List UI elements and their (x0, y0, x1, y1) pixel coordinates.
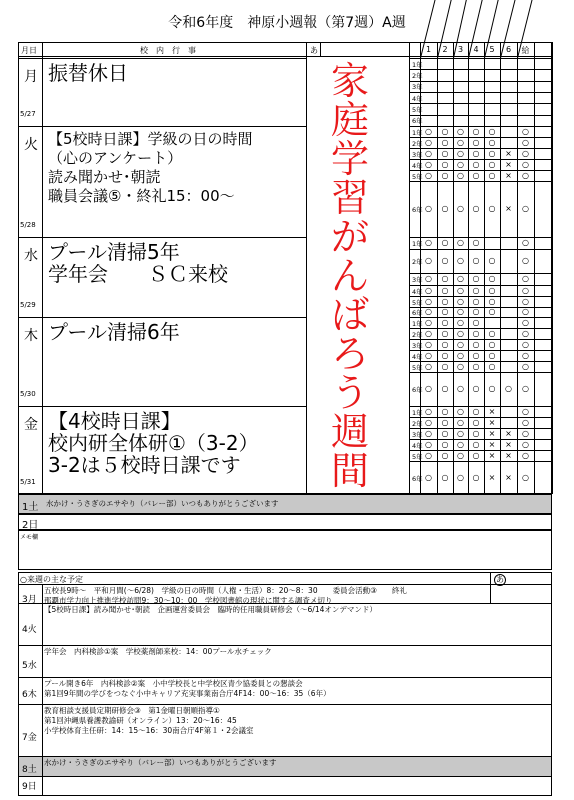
lunch-mark: ○ (472, 439, 480, 449)
lunch-mark: ○ (472, 350, 480, 360)
next-week-mark-col-line (490, 572, 491, 604)
banner-char: が (330, 215, 369, 259)
lunch-mark: × (488, 439, 496, 449)
memo-label: メモ欄 (20, 534, 39, 541)
lunch-mark: ○ (425, 126, 432, 136)
lunch-mark: ○ (472, 126, 480, 136)
lunch-mark: ○ (472, 285, 480, 295)
lunch-mark: ○ (472, 238, 480, 247)
grade-col-header: 3 (457, 45, 464, 54)
next-week-line: 那覇市学力向上推進学校訪問9：30〜10：00 学校図書館の現状に関する調査メ切り (44, 596, 333, 605)
lunch-mark: ○ (457, 256, 464, 265)
next-week-line: 第1回9年間の学びをつなぐ小中キャリア充実事業南合庁4F14：00〜16：35（6年） (44, 689, 331, 698)
lunch-mark: ○ (441, 204, 449, 213)
grade-col-header: 給 (521, 46, 530, 55)
event-line: 職員会議⑤・終礼15：00〜 (48, 187, 235, 205)
events-col-line (306, 42, 307, 494)
day-date: 5/27 (20, 110, 36, 118)
lunch-mark: ○ (425, 406, 432, 416)
lunch-mark: ○ (425, 350, 432, 360)
lunch-mark: ○ (488, 126, 496, 136)
lunch-mark: × (488, 450, 496, 460)
date-col-line (42, 42, 43, 494)
lunch-mark: ○ (522, 384, 529, 393)
lunch-mark: × (505, 170, 512, 180)
lunch-mark: × (488, 428, 496, 438)
grade-label: 4年 (412, 94, 423, 103)
lunch-mark: ○ (441, 328, 449, 338)
lunch-mark: ○ (472, 148, 480, 158)
memo-area (18, 530, 552, 570)
header-row-line (18, 56, 552, 57)
lunch-mark: ○ (441, 406, 449, 416)
grade-label: 5年 (412, 106, 423, 114)
lunch-mark: ○ (441, 296, 449, 306)
lunch-mark: ○ (472, 204, 480, 213)
lunch-mark: ○ (488, 204, 496, 213)
lunch-mark: ○ (522, 450, 529, 460)
grade-label: 3年 (412, 430, 423, 439)
lunch-mark: ○ (505, 384, 512, 393)
grade-label: 4年 (412, 161, 423, 170)
day-label: 木 (24, 328, 38, 344)
lunch-mark: ○ (457, 307, 464, 316)
grade-label: 5年 (412, 363, 423, 372)
lunch-mark: ○ (425, 472, 432, 482)
grid-col-line (500, 42, 501, 494)
lunch-mark: × (505, 159, 512, 169)
lunch-mark: ○ (425, 328, 432, 338)
grade-row-line (409, 461, 552, 462)
grade-label: 5年 (412, 298, 423, 307)
banner-char: ば (330, 293, 369, 337)
next-week-day-label: 4火 (22, 625, 37, 635)
grade-row-line (409, 81, 552, 82)
lunch-mark: ○ (425, 137, 432, 147)
next-week-day-label: 5水 (22, 661, 37, 671)
next-week-row-line (18, 584, 552, 585)
lunch-mark: ○ (457, 350, 464, 360)
home-study-week-banner (328, 59, 372, 493)
grade-label: 2年 (412, 72, 423, 80)
lunch-mark: ○ (488, 339, 496, 349)
day-row-line (409, 58, 552, 59)
banner-char: 間 (330, 449, 369, 493)
next-week-row-line (18, 704, 552, 705)
lunch-mark: ○ (457, 137, 464, 147)
next-week-day-label: 6木 (22, 690, 37, 700)
lunch-mark: × (488, 472, 496, 482)
lunch-mark: × (505, 472, 512, 482)
lunch-mark: ○ (425, 361, 432, 371)
lunch-mark: ○ (488, 256, 496, 265)
day-label: 金 (24, 417, 38, 433)
lunch-mark: ○ (522, 296, 529, 306)
lunch-mark: ○ (522, 328, 529, 338)
lunch-mark: ○ (425, 439, 432, 449)
day-date: 5/31 (20, 478, 36, 486)
lunch-mark: ○ (457, 238, 464, 247)
saturday-label: 1土 (22, 502, 39, 513)
day-row-line (18, 58, 306, 59)
lunch-mark: ○ (425, 256, 432, 265)
day-row-line (18, 317, 306, 318)
lunch-mark: ○ (441, 428, 449, 438)
lunch-mark: ○ (425, 317, 432, 327)
lunch-mark: ○ (522, 307, 529, 316)
grade-label: 3年 (412, 276, 423, 284)
a-header: あ (310, 46, 318, 55)
lunch-mark: ○ (522, 472, 529, 482)
lunch-mark: ○ (425, 428, 432, 438)
lunch-mark: ○ (441, 339, 449, 349)
lunch-mark: ○ (488, 148, 496, 158)
lunch-mark: ○ (425, 307, 432, 316)
grade-label: 4年 (412, 287, 423, 296)
lunch-mark: × (505, 439, 512, 449)
grade-label: 2年 (412, 258, 423, 266)
lunch-mark: ○ (472, 307, 480, 316)
grade-label: 1年 (412, 240, 423, 248)
date-header: 月日 (21, 46, 37, 55)
grade-label: 6年 (412, 206, 423, 214)
grade-label: 4年 (412, 441, 423, 450)
lunch-mark: ○ (488, 361, 496, 371)
lunch-mark: ○ (522, 428, 529, 438)
lunch-mark: ○ (425, 450, 432, 460)
lunch-mark: ○ (472, 256, 480, 265)
lunch-mark: ○ (441, 137, 449, 147)
sunday-label: 2日 (22, 520, 39, 531)
lunch-mark: ○ (457, 384, 464, 393)
grade-col-header: 6 (505, 45, 512, 54)
saturday-text: 水かけ・うさぎのエサやり（バレー部）いつもありがとうございます (46, 499, 279, 508)
next-week-line: 小学校体育主任研：14：15〜16：30南合庁4F第１・2会議室 (44, 726, 254, 735)
lunch-mark: ○ (472, 328, 480, 338)
lunch-mark: ○ (425, 296, 432, 306)
banner-char: う (330, 371, 369, 415)
next-week-line: 第1回沖縄県養護教諭研（オンライン）13：20〜16：45 (44, 716, 237, 725)
page-title: 令和6年度 神原小週報（第7週）A週 (168, 15, 406, 31)
lunch-mark: ○ (441, 256, 449, 265)
next-week-line: 【5校時日課】読み聞かせ･朝読 企画運営委員会 臨時的任用職員研修会（〜6/14オンデマンド） (44, 605, 377, 614)
lunch-mark: ○ (522, 339, 529, 349)
day-date: 5/28 (20, 221, 36, 229)
lunch-mark: ○ (522, 256, 529, 265)
lunch-mark: ○ (488, 350, 496, 360)
lunch-mark: ○ (472, 361, 480, 371)
lunch-mark: ○ (488, 307, 496, 316)
banner-char: ろ (330, 332, 369, 376)
grade-label: 2年 (412, 330, 423, 339)
lunch-mark: ○ (488, 384, 496, 393)
lunch-mark: ○ (488, 274, 496, 283)
next-week-row-line (18, 776, 552, 777)
lunch-mark: ○ (522, 274, 529, 283)
day-row-line (18, 237, 306, 238)
banner-char: 習 (330, 176, 369, 220)
day-label: 火 (24, 137, 38, 153)
lunch-mark: ○ (488, 137, 496, 147)
lunch-mark: ○ (488, 328, 496, 338)
lunch-mark: ○ (457, 126, 464, 136)
lunch-mark: ○ (522, 204, 529, 213)
grade-label: 2年 (412, 139, 423, 148)
lunch-mark: ○ (488, 296, 496, 306)
lunch-mark: ○ (488, 170, 496, 180)
lunch-mark: ○ (522, 170, 529, 180)
day-row-line (18, 126, 306, 127)
lunch-mark: ○ (441, 317, 449, 327)
grade-col-line (409, 42, 410, 494)
lunch-mark: ○ (425, 159, 432, 169)
grade-label: 3年 (412, 150, 423, 159)
grade-label: 5年 (412, 172, 423, 181)
grade-row-line (409, 92, 552, 93)
lunch-mark: × (488, 406, 496, 416)
lunch-mark: ○ (472, 274, 480, 283)
lunch-mark: ○ (472, 159, 480, 169)
lunch-mark: ○ (472, 317, 480, 327)
lunch-mark: ○ (457, 274, 464, 283)
grade-row-line (409, 69, 552, 70)
lunch-mark: × (505, 428, 512, 438)
day-label: 水 (24, 248, 38, 264)
grade-label: 5年 (412, 452, 423, 461)
lunch-mark: ○ (522, 406, 529, 416)
lunch-mark: ○ (425, 285, 432, 295)
lunch-mark: ○ (472, 384, 480, 393)
lunch-mark: ○ (522, 126, 529, 136)
next-week-title: ○来週の主な予定 (20, 575, 83, 584)
lunch-mark: ○ (441, 450, 449, 460)
lunch-mark: ○ (522, 417, 529, 427)
day-label: 月 (24, 69, 38, 85)
lunch-mark: ○ (488, 159, 496, 169)
lunch-mark: ○ (441, 170, 449, 180)
next-week-line: 学年会 内科検診①案 学校薬剤師来校：14：00プール水チェック (44, 647, 272, 656)
lunch-mark: ○ (441, 472, 449, 482)
next-week-day-label: 7金 (22, 733, 37, 743)
lunch-mark: ○ (472, 417, 480, 427)
lunch-mark: ○ (425, 417, 432, 427)
next-week-line: プール開き6年 内科検診②案 小中学校長と中学校区青少協委員との懇談会 (44, 679, 303, 688)
grade-label: 6年 (412, 474, 423, 483)
lunch-mark: ○ (441, 361, 449, 371)
grade-col-header: 5 (489, 45, 495, 54)
lunch-mark: ○ (457, 439, 464, 449)
lunch-mark: ○ (425, 148, 432, 158)
lunch-mark: ○ (441, 384, 449, 393)
lunch-mark: ○ (457, 428, 464, 438)
lunch-mark: ○ (457, 296, 464, 306)
grade-label: 4年 (412, 352, 423, 361)
lunch-mark: ○ (457, 417, 464, 427)
lunch-mark: ○ (472, 339, 480, 349)
grade-row-line (409, 372, 552, 373)
banner-char: 家 (330, 59, 369, 103)
event-line: 振替休日 (48, 61, 128, 85)
lunch-mark: ○ (522, 148, 529, 158)
lunch-mark: ○ (522, 285, 529, 295)
lunch-mark: ○ (425, 170, 432, 180)
events-header: 校 内 行 事 (140, 46, 196, 55)
grade-col-header: 2 (442, 45, 448, 54)
lunch-mark: ○ (457, 204, 464, 213)
lunch-mark: ○ (441, 350, 449, 360)
grade-label: 1年 (412, 319, 423, 328)
lunch-mark: ○ (472, 170, 480, 180)
banner-char: 庭 (330, 98, 369, 142)
lunch-mark: ○ (425, 274, 432, 283)
banner-char: ん (330, 254, 369, 298)
event-line: 3-2は５校時日課です (48, 453, 241, 477)
grade-label: 6年 (412, 309, 423, 317)
next-week-row-line (18, 645, 552, 646)
grade-col-header: 4 (473, 45, 479, 54)
lunch-mark: ○ (441, 285, 449, 295)
grade-row-line (409, 181, 552, 182)
banner-char: 学 (330, 137, 369, 181)
lunch-mark: ○ (457, 328, 464, 338)
grade-label: 3年 (412, 83, 423, 92)
next-week-label-col-line (42, 584, 43, 796)
lunch-mark: ○ (457, 406, 464, 416)
lunch-mark: ○ (472, 428, 480, 438)
lunch-mark: ○ (522, 317, 529, 327)
lunch-mark: ○ (457, 450, 464, 460)
next-week-day-label: 3月 (22, 595, 37, 605)
lunch-mark: ○ (441, 238, 449, 247)
grade-row-line (409, 103, 552, 104)
lunch-mark: × (505, 450, 512, 460)
lunch-mark: × (488, 417, 496, 427)
lunch-mark: ○ (522, 361, 529, 371)
next-week-row-line (18, 677, 552, 678)
grid-col-line (534, 42, 535, 494)
lunch-mark: ○ (425, 204, 432, 213)
lunch-mark: ○ (457, 361, 464, 371)
next-week-mark: あ (496, 575, 504, 584)
a-col-line (320, 42, 321, 56)
lunch-mark: ○ (457, 148, 464, 158)
next-week-row-line (18, 756, 552, 757)
day-row-line (18, 406, 306, 407)
lunch-mark: ○ (425, 238, 432, 247)
lunch-mark: ○ (522, 439, 529, 449)
next-week-day-label: 9日 (22, 782, 37, 792)
lunch-mark: ○ (425, 384, 432, 393)
lunch-mark: ○ (441, 307, 449, 316)
event-line: 【4校時日課】 (48, 409, 181, 433)
lunch-mark: × (505, 204, 512, 213)
lunch-mark: ○ (441, 159, 449, 169)
grade-label: 1年 (412, 128, 423, 137)
grade-row-line (409, 115, 552, 116)
grade-label: 6年 (412, 117, 423, 126)
lunch-mark: ○ (472, 296, 480, 306)
next-week-line: 五校長9時〜 平和月間(〜6/28) 学級の日の時間（人権・生活）8：20〜8：30 委員会活動③ 終礼 (44, 586, 407, 595)
lunch-mark: ○ (472, 472, 480, 482)
day-date: 5/29 (20, 301, 36, 309)
lunch-mark: ○ (522, 159, 529, 169)
lunch-mark: ○ (472, 450, 480, 460)
next-week-day-label: 8土 (22, 765, 37, 775)
lunch-mark: × (505, 148, 512, 158)
next-week-row-line (18, 603, 552, 604)
lunch-mark: ○ (522, 137, 529, 147)
lunch-mark: ○ (457, 317, 464, 327)
banner-char: 週 (330, 410, 369, 454)
grade-label: 3年 (412, 341, 423, 350)
grade-label: 1年 (412, 408, 423, 417)
lunch-mark: ○ (522, 238, 529, 247)
lunch-mark: ○ (441, 274, 449, 283)
lunch-mark: ○ (457, 339, 464, 349)
day-date: 5/30 (20, 390, 36, 398)
lunch-mark: ○ (441, 148, 449, 158)
grade-row-line (409, 249, 552, 250)
lunch-mark: ○ (472, 406, 480, 416)
lunch-mark: ○ (457, 159, 464, 169)
event-line: （心のアンケート） (48, 149, 183, 167)
lunch-mark: ○ (457, 170, 464, 180)
grid-col-line (552, 42, 553, 494)
lunch-mark: ○ (457, 285, 464, 295)
grade-label: 6年 (412, 386, 423, 394)
event-line: 読み聞かせ･朝読 (48, 168, 161, 186)
lunch-mark: ○ (441, 126, 449, 136)
event-line: プール清掃5年 (48, 240, 180, 264)
grade-col-header: 1 (425, 45, 432, 54)
next-week-line: 水かけ・うさぎのエサやり（バレー部）いつもありがとうございます (44, 758, 277, 767)
lunch-mark: ○ (425, 339, 432, 349)
sunday-row (18, 514, 552, 530)
lunch-mark: ○ (441, 417, 449, 427)
next-week-line: 教育相談支援員定期研修会③ 第1金曜日朝順指導① (44, 706, 220, 715)
event-line: 学年会 ＳＣ来校 (48, 262, 228, 286)
grade-label: 1年 (412, 60, 423, 69)
lunch-mark: ○ (522, 350, 529, 360)
lunch-mark: ○ (441, 439, 449, 449)
event-line: プール清掃6年 (48, 320, 180, 344)
lunch-mark: ○ (488, 285, 496, 295)
grade-label: 2年 (412, 419, 423, 428)
lunch-mark: ○ (472, 137, 480, 147)
event-line: 校内研全体研①（3-2） (48, 431, 259, 455)
lunch-mark: ○ (457, 472, 464, 482)
event-line: 【5校時日課】学級の日の時間 (48, 130, 253, 148)
